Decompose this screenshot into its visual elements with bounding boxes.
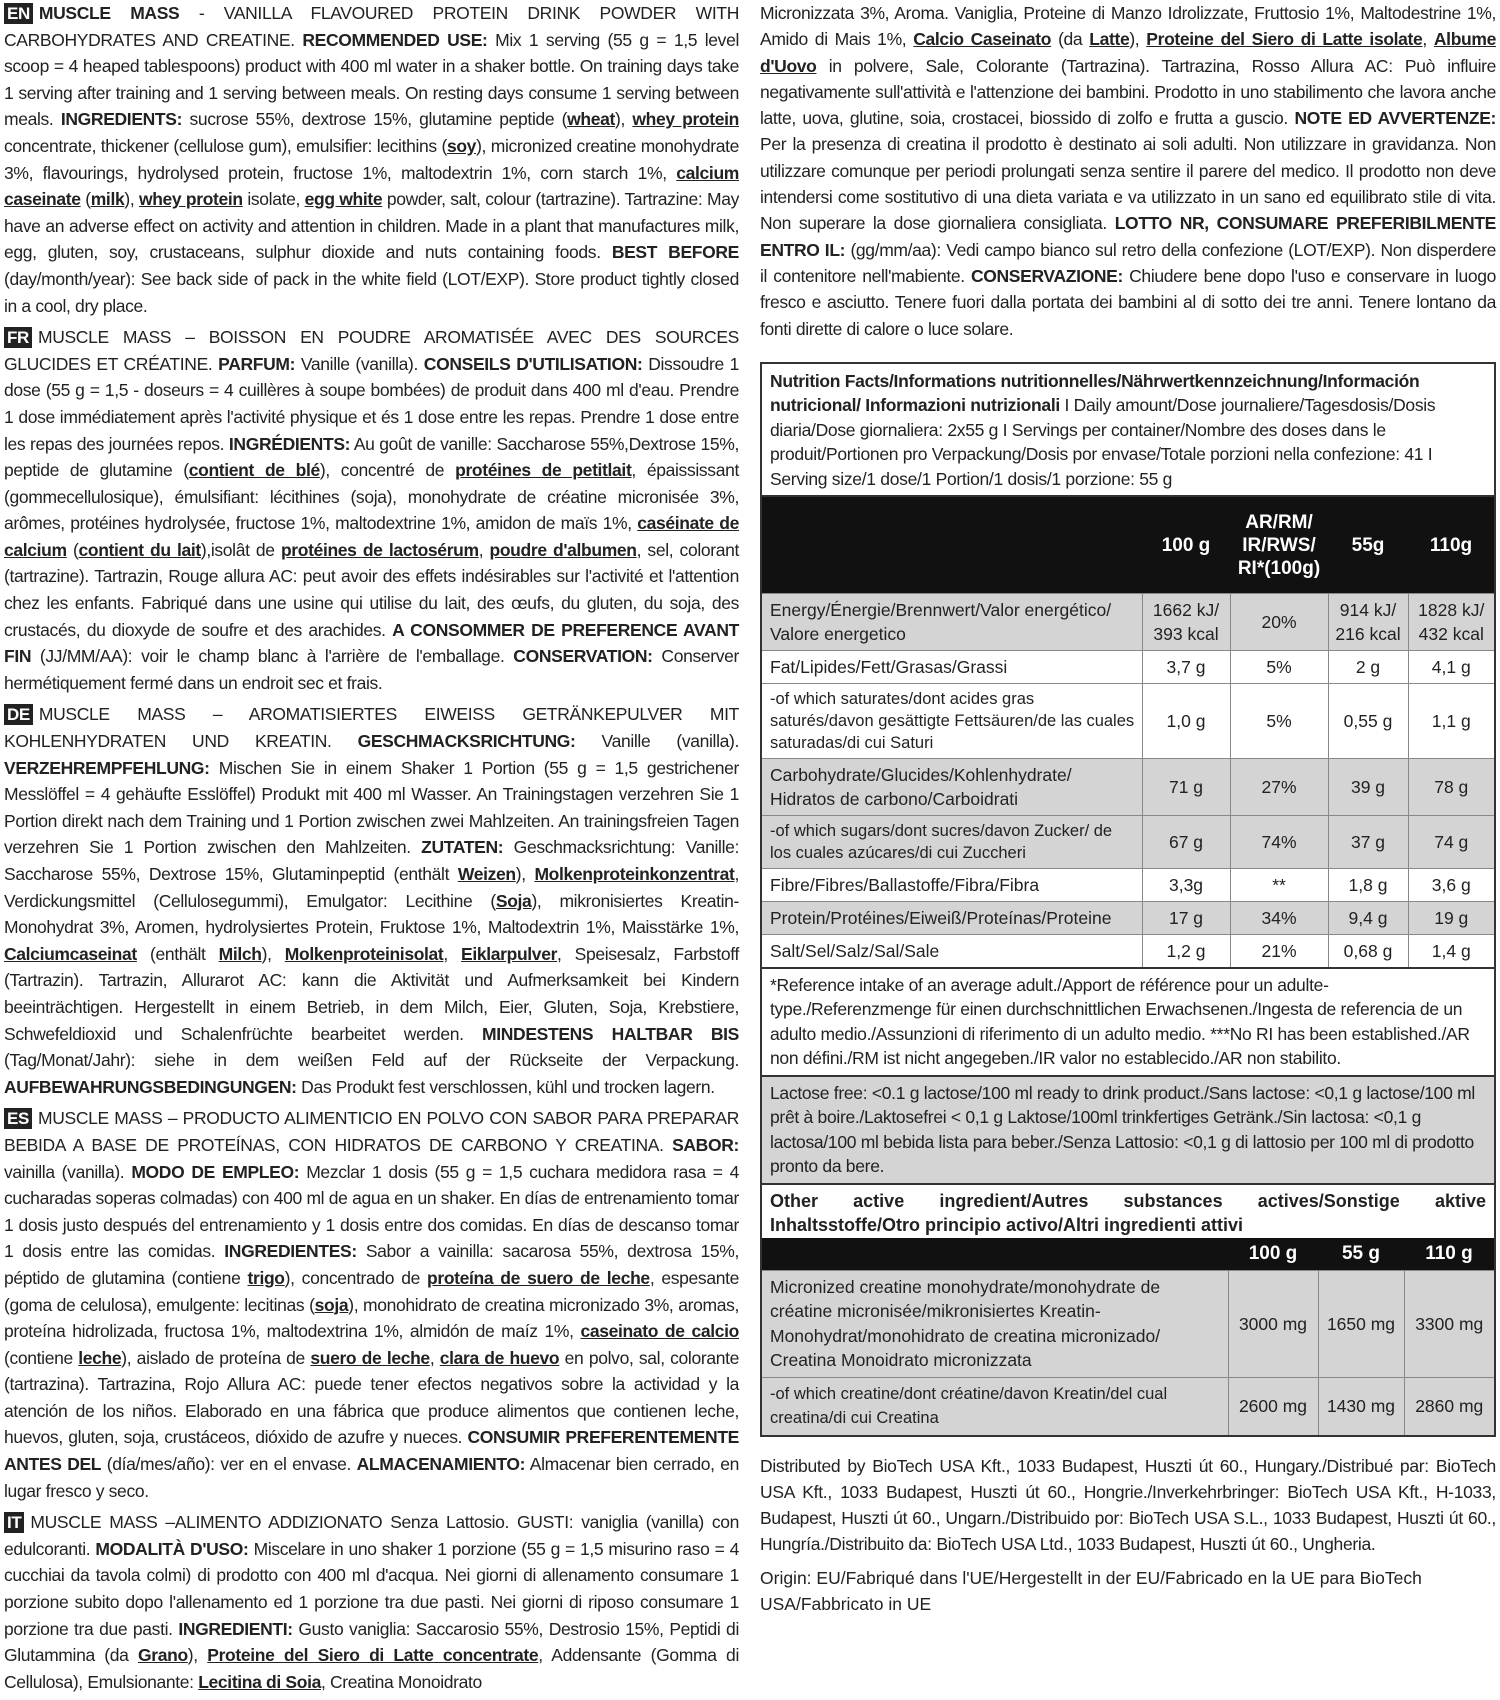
allergen: Grano: [138, 1645, 188, 1666]
cell-110g: 3300 mg: [1404, 1270, 1494, 1377]
active-ingredient-table: [762, 1238, 1494, 1435]
allergen: leche: [78, 1347, 122, 1368]
allergen: Proteine del Siero di Latte isolate: [1146, 29, 1423, 50]
allergen: proteína de suero de leche: [427, 1267, 650, 1288]
product-title: MUSCLE MASS: [38, 704, 186, 725]
allergen: poudre d'albumen: [489, 539, 637, 560]
row-label: Carbohydrate/Glucides/Kohlenhydrate/ Hidratos de carbono/Carboidrati: [762, 758, 1142, 815]
best-before-label: A CONSOMMER DE PREFERENCE AVANT FIN: [4, 619, 739, 667]
best-before-label: MINDESTENS HALTBAR BIS: [482, 1023, 740, 1044]
cell-100g: 71 g: [1142, 758, 1230, 815]
cell-100g: 2600 mg: [1228, 1377, 1318, 1435]
ingredients-text: ,: [1422, 29, 1434, 50]
flag-fr: FR: [4, 327, 32, 348]
best-before-label: LOTTO NR, CONSUMARE PREFERIBILMENTE ENTRO IL:: [760, 213, 1496, 260]
ingredients-text: Micronizzata 3%, Aroma. Vaniglia, Proteine di Manzo Idrolizzate, Fruttosio 1%, Maltodestrine 1%, Amido di Mais 1%,: [760, 3, 1496, 50]
row-label: -of which sugars/dont sucres/davon Zucker/ de los cuales azúcares/di cui Zuccheri: [762, 815, 1142, 868]
cell-100g: 1,0 g: [1142, 683, 1230, 758]
table-row: [762, 1270, 1494, 1377]
ingredients-text: Gusto vaniglia: Saccarosio 55%, Destrosio 15%, Peptidi di Glutammina (da: [4, 1618, 739, 1666]
flag-en: EN: [4, 3, 33, 24]
section-it: [4, 1509, 739, 1695]
allergen: caséinate de calcium: [4, 513, 739, 560]
product-title: MUSCLE MASS: [37, 327, 172, 348]
cell-55g: 0,68 g: [1328, 934, 1408, 967]
allergen: Molkenproteinkonzentrat: [534, 864, 735, 884]
flavour-text: Vanille (vanilla).: [575, 731, 739, 752]
ingredients-text: , Addensante (Gomma di Cellulosa), Emulsionante:: [4, 1645, 739, 1692]
allergen: clara de huevo: [439, 1347, 560, 1368]
use-label: VERZEHREMPFEHLUNG:: [4, 757, 210, 778]
left-column: [4, 0, 739, 1700]
flag-it: IT: [4, 1512, 24, 1533]
cell-ri: 74%: [1230, 815, 1328, 868]
warnings-label: NOTE ED AVVERTENZE:: [1294, 108, 1496, 129]
use-label: RECOMMENDED USE:: [302, 29, 488, 50]
use-label: MODALITÀ D'USO:: [95, 1538, 249, 1559]
cell-55g: 37 g: [1328, 815, 1408, 868]
ingredients-label: INGREDIENTI:: [178, 1618, 293, 1639]
ingredients-text: ),: [614, 109, 633, 130]
table-row: [762, 683, 1494, 758]
cell-55g: 1,8 g: [1328, 868, 1408, 901]
table-row: [762, 868, 1494, 901]
nutrition-serving-info: I Daily amount/Dose journaliere/Tagesdosis/Dosis diaria/Dose giornaliera: 2x55 g I Servings per container/Nombre des doses dans le produit/Portionen pro Verpackung/Dosis por envase/Totale porzioni nella confezione: 41 I Serving size/1 dose/1 Portion/1 dosis/1 porzione: 55 g: [770, 395, 1436, 489]
cell-110g: 1828 kJ/ 432 kcal: [1408, 593, 1494, 650]
ingredients-text: ),: [261, 943, 285, 964]
row-label: Fat/Lipides/Fett/Grasas/Grassi: [762, 650, 1142, 683]
ingredients-text: (contiene: [4, 1347, 79, 1368]
allergen: Albume d'Uovo: [760, 29, 1496, 76]
use-text: Mischen Sie in einem Shaker 1 Portion (55 g = 1,5 gestrichener Messlöffel = 4 gehäufte Esslöffel) Produkt mit 400 ml Wasser. An Trainingstagen verzehren Sie 1 Portion direkt nach dem Training und 1 Portion zwischen zwei Mahlzeiten. An trainingsfreien Tagen verzehren Sie 1 Portion zwischen den Mahlzeiten.: [4, 757, 739, 858]
flavour-label: GESCHMACKSRICHTUNG:: [357, 731, 576, 752]
cell-ri: 34%: [1230, 901, 1328, 934]
nutrition-title: Nutrition Facts/Informations nutritionnelles/Nährwertkennzeichnung/Información nutricional/ Informazioni nutrizionali: [770, 370, 1420, 416]
allergen: Eiklarpulver: [461, 943, 558, 964]
ingredients-label: INGREDIENTS:: [60, 109, 183, 130]
cell-55g: 914 kJ/ 216 kcal: [1328, 593, 1408, 650]
ingredients-text: , Verdickungsmittel (Cellulosegummi), Emulgator: Lecithine (: [4, 864, 739, 911]
ingredients-label: INGRÉDIENTS:: [228, 433, 351, 454]
ingredients-text: isolate,: [242, 189, 305, 210]
section-it-continued: [760, 0, 1496, 342]
cell-55g: 1430 mg: [1318, 1377, 1404, 1435]
allergen: trigo: [247, 1267, 285, 1288]
table-row: [762, 650, 1494, 683]
ingredients-text: (da: [1051, 29, 1090, 50]
cell-110g: 4,1 g: [1408, 650, 1494, 683]
storage-label: ALMACENAMIENTO:: [356, 1454, 526, 1475]
cell-110g: 3,6 g: [1408, 868, 1494, 901]
allergen: Milch: [218, 943, 262, 964]
section-en: [4, 0, 739, 319]
col-100g: 100 g: [1228, 1238, 1318, 1271]
allergen: whey protein: [632, 109, 739, 130]
ingredients-text: ),: [1129, 29, 1147, 50]
col-ri: AR/RM/ IR/RWS/ RI*(100g): [1230, 497, 1328, 593]
ingredients-text: en polvo, sal, colorante (tartrazina). Tartrazina, Rojo Allura AC: puede tener efectos negativos sobre la actividad y la atención de los niños. Elaborado en una fábrica que produce alimentos que contienen leche, huevos, gluten, soja, crustáceos, dióxido de azufre y nueces.: [4, 1347, 739, 1448]
allergen: Soja: [495, 890, 532, 911]
reference-intake-note: *Reference intake of an average adult./Apport de référence pour un adulte-type./Referenzmenge für einen durchschnittlichen Erwachsenen./Ingesta de referencia de un adulto medio./Assunzioni di riferimento di un adulto medio. ***No RI has been established./AR non défini./RM ist nicht angegeben./IR valor no establecido./AR non stabilito.: [762, 967, 1494, 1075]
ingredients-text: ),isolât de: [200, 539, 281, 560]
table-row: [762, 1377, 1494, 1435]
right-column: [760, 0, 1496, 1617]
allergen: Lecitina di Soia: [198, 1671, 321, 1692]
header-label-cell: [762, 497, 1142, 593]
allergen: soja: [314, 1294, 349, 1315]
cell-100g: 1662 kJ/ 393 kcal: [1142, 593, 1230, 650]
nutrition-table: [762, 497, 1494, 967]
ingredients-text: ,: [443, 943, 462, 964]
ingredients-text: , Speisesalz, Farbstoff (Tartrazin). Tartrazin, Allurarot AC: kann die Aktivität und Aufmerksamkeit bei Kindern beeinträchtigen. Hergestellt in einem Betrieb, in dem Milch, Eier, Gluten, Soja, Krebstiere, Schwefeldioxid und Schalenfrüchte bearbeitet werden.: [4, 943, 739, 1044]
cell-ri: **: [1230, 868, 1328, 901]
cell-ri: 5%: [1230, 650, 1328, 683]
section-de: [4, 701, 739, 1100]
ingredients-text: ), micronized creatine monohydrate 3%, flavourings, hydrolysed protein, fructose 1%, maltodextrin 1%, corn starch 1%,: [4, 135, 739, 183]
cell-110g: 74 g: [1408, 815, 1494, 868]
table-row: [762, 934, 1494, 967]
cell-100g: 1,2 g: [1142, 934, 1230, 967]
distributor-text: Distributed by BioTech USA Kft., 1033 Budapest, Huszti út 60., Hungary./Distribué par: BioTech USA Kft., 1033 Budapest, Huszti út 60., Hongrie./Inverkehrbringer: BioTech USA Kft., H-1033, Budapest, Huszti út 60., Ungarn./Distribuido por: BioTech USA S.L., 1033 Budapest, Huszti út 60., Hungría./Distribuito da: BioTech USA Ltd., 1033 Budapest, Huszti út 60., Ungheria.: [760, 1455, 1496, 1554]
storage-text: Almacenar bien cerrado, en lugar fresco y seco.: [4, 1454, 739, 1501]
cell-55g: 39 g: [1328, 758, 1408, 815]
allergen: Calciumcaseinat: [4, 943, 137, 964]
cell-110g: 78 g: [1408, 758, 1494, 815]
product-title: MUSCLE MASS: [37, 1108, 163, 1129]
best-before-text: (JJ/MM/AA): voir le champ blanc à l'arrière de l'emballage.: [31, 646, 514, 667]
flag-de: DE: [4, 704, 33, 725]
origin-text: Origin: EU/Fabriqué dans l'UE/Hergestellt in der EU/Fabricado en la UE para BioTech USA/Fabbricato in UE: [760, 1567, 1422, 1614]
ingredients-text: ,: [429, 1347, 440, 1368]
ingredients-text: Au goût de vanille: Saccharose 55%,Dextrose 15%, peptide de glutamine (: [4, 433, 739, 481]
cell-ri: 21%: [1230, 934, 1328, 967]
allergen: whey protein: [138, 189, 243, 210]
nutrition-header: [762, 364, 1494, 498]
cell-110g: 1,1 g: [1408, 683, 1494, 758]
storage-label: AUFBEWAHRUNGSBEDINGUNGEN:: [4, 1076, 297, 1097]
row-label: -of which creatine/dont créatine/davon Kreatin/del cual creatina/di cui Creatina: [762, 1377, 1228, 1435]
allergen: contient du lait: [78, 539, 201, 560]
ingredients-text: , sel, colorant (tartrazine). Tartrazin, Rouge allura AC: peut avoir des effets indésirables sur l'activité et l'attention chez les enfants. Fabriqué dans une usine qui utilise du lait, des œufs, du gluten, du soja, des crustacés, du dioxyde de soufre et des arachides.: [4, 539, 739, 640]
use-label: CONSEILS D'UTILISATION:: [423, 353, 643, 374]
ingredients-text: ), concentré de: [319, 460, 456, 481]
flavour-label: SABOR:: [672, 1134, 739, 1155]
col-55g: 55g: [1328, 497, 1408, 593]
row-label: Salt/Sel/Salz/Sal/Sale: [762, 934, 1142, 967]
allergen: soy: [446, 135, 477, 156]
table-row: [762, 815, 1494, 868]
active-ingredient-heading: Other active ingredient/Autres substances actives/Sonstige aktive Inhaltsstoffe/Otro principio activo/Altri ingredienti attivi: [762, 1183, 1494, 1238]
flavour-label: PARFUM:: [218, 353, 296, 374]
allergen: calcium caseinate: [4, 162, 739, 210]
allergen: wheat: [567, 109, 615, 130]
ingredients-text: concentrate, thickener (cellulose gum), emulsifier: lecithins (: [4, 135, 447, 156]
section-fr: [4, 324, 739, 696]
cell-100g: 3,3g: [1142, 868, 1230, 901]
storage-label: CONSERVATION:: [513, 646, 653, 667]
allergen: Weizen: [457, 864, 516, 884]
ingredients-text: , Creatina Monoidrato: [320, 1671, 482, 1692]
col-55g: 55 g: [1318, 1238, 1404, 1271]
intro-text: – AROMATISIERTES EIWEISS GETRÄNKEPULVER MIT KOHLENHYDRATEN UND KREATIN.: [4, 704, 739, 752]
section-es: [4, 1105, 739, 1504]
ingredients-text: in polvere, Sale, Colorante (Tartrazina). Tartrazina, Rosso Allura AC: Può influire negativamente sull'attività e l'attenzione dei bambini. Prodotto in uno stabilimento che lavora anche latte, uova, glutine, soia, crostacei, biossido di zolfo e frutta a guscio.: [760, 55, 1496, 129]
allergen: protéines de lactosérum: [280, 539, 479, 560]
cell-110g: 1,4 g: [1408, 934, 1494, 967]
storage-label: CONSERVAZIONE:: [970, 265, 1123, 286]
ingredients-text: (: [80, 189, 91, 210]
allergen: Calcio Caseinato: [913, 29, 1052, 50]
ingredients-text: ,: [478, 539, 490, 560]
intro-text: – BOISSON EN POUDRE AROMATISÉE AVEC DES SOURCES GLUCIDES ET CRÉATINE.: [4, 327, 739, 374]
table-row: [762, 593, 1494, 650]
best-before-text: (día/mes/año): ver en el envase.: [101, 1454, 357, 1475]
row-label: -of which saturates/dont acides gras saturés/davon gesättigte Fettsäuren/de las cuales saturadas/di cui Saturi: [762, 683, 1142, 758]
ingredients-text: ), aislado de proteína de: [121, 1347, 311, 1368]
ingredients-text: sucrose 55%, dextrose 15%, glutamine peptide (: [182, 109, 568, 130]
ingredients-text: (enthält: [136, 943, 219, 964]
allergen: contient de blé: [188, 460, 320, 481]
cell-ri: 20%: [1230, 593, 1328, 650]
intro-text: –ALIMENTO ADDIZIONATO Senza Lattosio. GUSTI: vaniglia (vanilla) con edulcoranti.: [4, 1512, 739, 1559]
cell-55g: 9,4 g: [1328, 901, 1408, 934]
cell-ri: 5%: [1230, 683, 1328, 758]
best-before-text: (gg/mm/aa): Vedi campo bianco sul retro della confezione (LOT/EXP). Non disperdere il contenitore nell'mabiente.: [760, 239, 1496, 286]
col-110g: 110 g: [1404, 1238, 1494, 1271]
use-text: Mix 1 serving (55 g = 1,5 level scoop = 4 heaped tablespoons) product with 400 ml water in a shaker bottle. On training days take 1 serving after training and 1 serving between meals. On resting days consume 1 serving between meals.: [4, 29, 740, 130]
nutrition-table-header: [762, 497, 1494, 593]
ingredients-text: , espesante (goma de celulosa), emulgente: lecitinas (: [4, 1267, 739, 1315]
warnings-text: Per la presenza di creatina il prodotto è destinato ai soli adulti. Non utilizzare in gravidanza. Non utilizzare comunque per periodi prolungati senza sentire il parere del medico. Il prodotto non deve intendersi come sostitutivo di una dieta variata e va utilizzato in un sano ed equilibrato stile di vita. Non superare la dose giornaliera consigliata.: [760, 134, 1496, 234]
cell-110g: 2860 mg: [1404, 1377, 1494, 1435]
flavour-text: Vanille (vanilla).: [295, 353, 424, 374]
cell-100g: 17 g: [1142, 901, 1230, 934]
row-label: Micronized creatine monohydrate/monohydrate de créatine micronisée/mikronisiertes Kreatin-Monohydrat/monohidrato de creatina micronizado/ Creatina Monoidrato micronizzata: [762, 1270, 1228, 1377]
allergen: milk: [90, 189, 125, 210]
ingredients-text: ), mikronisiertes Kreatin-Monohydrat 3%, Aromen, hydrolysiertes Protein, Fruktose 1%, Maltodextrin 1%, Maisstärke 1%,: [4, 890, 739, 938]
cell-100g: 3,7 g: [1142, 650, 1230, 683]
cell-ri: 27%: [1230, 758, 1328, 815]
header-label-cell: [762, 1238, 1228, 1271]
storage-text: Chiudere bene dopo l'uso e conservare in luogo fresco e asciutto. Tenere fuori dalla portata dei bambini al di sotto dei tre anni. Tenere lontano da fonti dirette di calore o luce solare.: [760, 265, 1496, 339]
lactose-note: Lactose free: <0.1 g lactose/100 ml ready to drink product./Sans lactose: <0,1 g lactose/100 ml prêt à boire./Laktosefrei < 0,1 g Laktose/100ml trinkfertiges Getränk./Sin lactosa: <0,1 g lactosa/100 ml bebida lista para beber./Senza Lattosio: <0,1 g di lattosio per 100 ml di prodotto pronto da bere.: [762, 1075, 1494, 1183]
col-100g: 100 g: [1142, 497, 1230, 593]
allergen: caseinato de calcio: [580, 1321, 739, 1342]
use-text: Dissoudre 1 dose (55 g = 1,5 - doseurs = 4 cuillères à soupe bombées) de produit dans 400 ml d'eau. Prendre 1 dose immédiatement après l'activité physique et és 1 dose entre les repas. Prendre 1 dose entre les repas des journées repos.: [4, 353, 740, 454]
ingredients-label: ZUTATEN:: [421, 837, 504, 858]
row-label: Energy/Énergie/Brennwert/Valor energético/ Valore energetico: [762, 593, 1142, 650]
table-row: [762, 758, 1494, 815]
storage-text: Conserver hermétiquement fermé dans un endroit sec et frais.: [4, 646, 740, 693]
product-title: MUSCLE MASS: [30, 1512, 158, 1533]
ingredients-label: INGREDIENTES:: [224, 1241, 357, 1262]
flag-es: ES: [4, 1108, 32, 1129]
active-table-header: [762, 1238, 1494, 1271]
ingredients-text: ),: [515, 864, 535, 884]
row-label: Fibre/Fibres/Ballastoffe/Fibra/Fibra: [762, 868, 1142, 901]
best-before-label: CONSUMIR PREFERENTEMENTE ANTES DEL: [4, 1427, 739, 1475]
col-110g: 110g: [1408, 497, 1494, 593]
cell-55g: 0,55 g: [1328, 683, 1408, 758]
ingredients-text: Sabor a vainilla: sacarosa 55%, dextrosa 15%, péptido de glutamina (contiene: [4, 1241, 739, 1288]
ingredients-text: ), concentrado de: [284, 1267, 428, 1288]
use-label: MODO DE EMPLEO:: [131, 1161, 300, 1182]
nutrition-facts-panel: [760, 362, 1496, 1437]
cell-100g: 3000 mg: [1228, 1270, 1318, 1377]
allergen: suero de leche: [310, 1347, 430, 1368]
ingredients-text: (: [66, 539, 79, 560]
best-before-label: BEST BEFORE: [611, 242, 740, 263]
use-text: Miscelare in uno shaker 1 porzione (55 g = 1,5 misurino raso = 4 cucchiai da tavola colmi) di prodotto con 400 ml d'acqua. Nei giorni di allenamento consumare 1 porzione subito dopo l'allenamento ed 1 porzione tra due pasti. Nei giorni di riposo consumare 1 porzione tra due pasti.: [4, 1538, 739, 1639]
table-row: [762, 901, 1494, 934]
ingredients-text: ), monohidrato de creatina micronizado 3%, aromas, proteína hidrolizada, fructosa 1%, maltodextrina 1%, almidón de maíz 1%,: [4, 1294, 739, 1342]
cell-55g: 2 g: [1328, 650, 1408, 683]
allergen: Proteine del Siero di Latte concentrate: [207, 1645, 539, 1666]
allergen: Molkenproteinisolat: [284, 943, 444, 964]
ingredients-text: powder, salt, colour (tartrazine). Tartrazine: May have an adverse effect on activity and attention in children. Made in a plant that manufactures milk, egg, gluten, soy, crustaceans, sulphur dioxide and nuts containing foods.: [4, 189, 739, 263]
best-before-text: (Tag/Monat/Jahr): siehe in dem weißen Feld auf der Rückseite der Verpackung.: [4, 1050, 739, 1071]
cell-100g: 67 g: [1142, 815, 1230, 868]
best-before-text: (day/month/year): See back side of pack in the white field (LOT/EXP). Store product tightly closed in a cool, dry place.: [4, 268, 739, 316]
use-text: Mezclar 1 dosis (55 g = 1,5 cuchara medidora rasa = 4 cucharadas soperas colmadas) con 400 ml de agua en un shaker. En días de entrenamiento tomar 1 dosis justo después del entrenamiento y 1 dosis entre dos comidas. En días de descanso tomar 1 dosis entre las comidas.: [4, 1161, 739, 1262]
storage-text: Das Produkt fest verschlossen, kühl und trocken lagern.: [296, 1076, 715, 1097]
cell-55g: 1650 mg: [1318, 1270, 1404, 1377]
ingredients-text: ),: [187, 1645, 208, 1666]
product-title: MUSCLE MASS: [38, 3, 180, 23]
flavour-text: vainilla (vanilla).: [4, 1161, 132, 1182]
allergen: egg white: [304, 189, 383, 210]
ingredients-text: , épaississant (gommecellulosique), émulsifiant: lécithines (soja), monohydrate de créatine micronisée 3%, arômes, protéines hydrolysée, fructose 1%, maltodextrine 1%, amidon de maïs 1%,: [4, 460, 739, 534]
intro-text: - VANILLA FLAVOURED PROTEIN DRINK POWDER WITH CARBOHYDRATES AND CREATINE.: [4, 3, 739, 50]
row-label: Protein/Protéines/Eiweiß/Proteínas/Proteine: [762, 901, 1142, 934]
ingredients-text: ),: [124, 189, 139, 210]
intro-text: – PRODUCTO ALIMENTICIO EN POLVO CON SABOR PARA PREPARAR BEBIDA A BASE DE PROTEÍNAS, CON HIDRATOS DE CARBONO Y CREATINA.: [4, 1108, 739, 1155]
allergen: Latte: [1089, 29, 1130, 50]
cell-110g: 19 g: [1408, 901, 1494, 934]
ingredients-text: Geschmacksrichtung: Vanille: Saccharose 55%, Dextrose 15%, Glutaminpeptid (enthält: [4, 837, 740, 884]
allergen: protéines de petitlait: [455, 460, 632, 481]
